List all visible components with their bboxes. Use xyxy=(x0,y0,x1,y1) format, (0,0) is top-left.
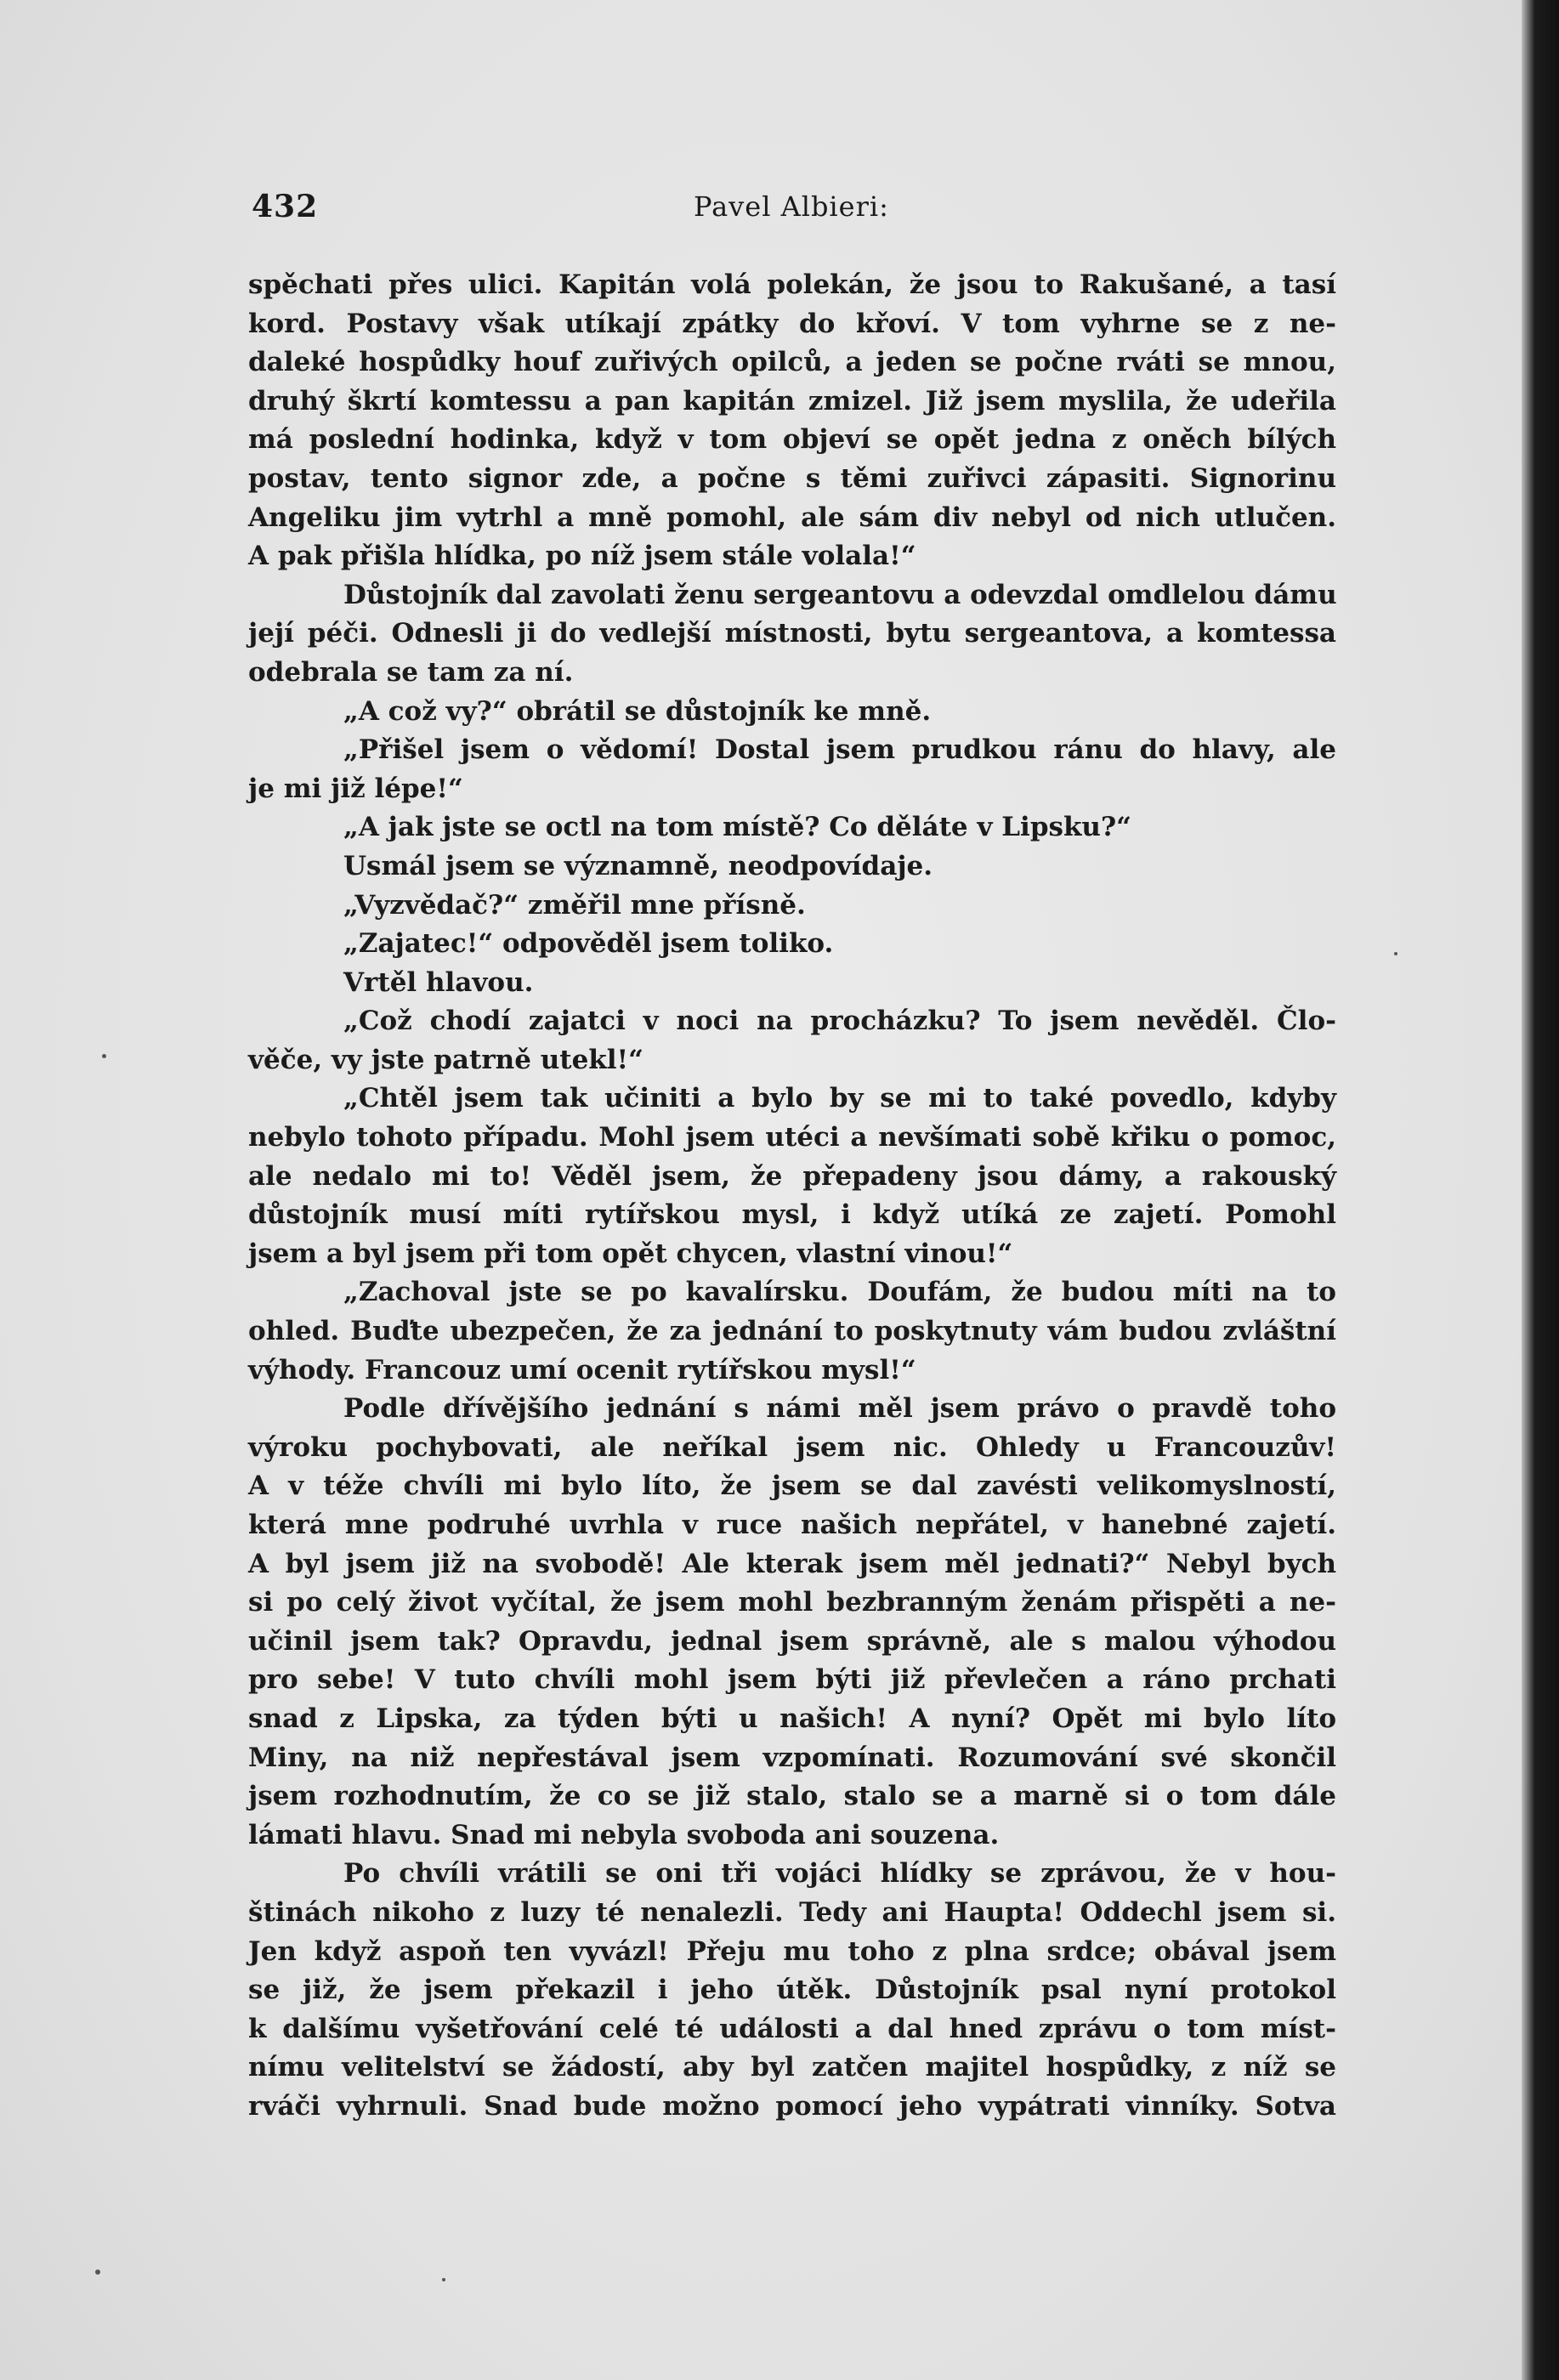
text-line: kord. Postavy však utíkají zpátky do křoví. V tom vyhrne se z ne- xyxy=(248,308,1336,339)
text-line: štinách nikoho z luzy té nenalezli. Tedy ani Haupta! Oddechl jsem si. xyxy=(248,1896,1336,1928)
text-line: Po chvíli vrátili se oni tři vojáci hlídky se zprávou, že v hou- xyxy=(343,1858,1336,1890)
text-line: Podle dřívějšího jednání s námi měl jsem právo o pravdě toho xyxy=(343,1393,1336,1425)
text-line: ale nedalo mi to! Věděl jsem, že přepadeny jsou dámy, a rakouský xyxy=(248,1160,1336,1192)
body-text xyxy=(248,266,1336,2127)
text-line: nebylo tohoto případu. Mohl jsem utéci a nevšímati sobě křiku o pomoc, xyxy=(248,1122,1336,1153)
text-line: odebrala se tam za ní. xyxy=(248,656,574,688)
text-line: „Což chodí zajatci v noci na procházku? To jsem nevěděl. Člo- xyxy=(343,1006,1336,1037)
text-line: pro sebe! V tuto chvíli mohl jsem býti již převlečen a ráno prchati xyxy=(248,1664,1336,1696)
text-line: ohled. Buďte ubezpečen, že za jednání to poskytnuty vám budou zvláštní xyxy=(248,1316,1336,1347)
text-line: lámati hlavu. Snad mi nebyla svoboda ani souzena. xyxy=(248,1819,1000,1850)
paper-speck xyxy=(102,1054,106,1058)
page-number: 432 xyxy=(252,189,319,224)
text-line: výhody. Francouz umí ocenit rytířskou mysl!“ xyxy=(248,1354,916,1386)
text-line: Miny, na niž nepřestával jsem vzpomínati. Rozumování své skončil xyxy=(248,1742,1336,1773)
text-line: rváči vyhrnuli. Snad bude možno pomocí jeho vypátrati vinníky. Sotva xyxy=(248,2090,1336,2122)
text-line: která mne podruhé uvrhla v ruce našich nepřátel, v hanebné zajetí. xyxy=(248,1510,1336,1540)
text-line: „Vyzvědač?“ změřil mne přísně. xyxy=(343,889,806,921)
text-line: k dalšímu vyšetřování celé té události a dal hned zprávu o tom míst- xyxy=(248,2013,1336,2044)
text-line: spěchati přes ulici. Kapitán volá polekán, že jsou to Rakušané, a tasí xyxy=(248,269,1336,300)
text-line: A pak přišla hlídka, po níž jsem stále volala!“ xyxy=(248,541,916,572)
text-line: „Zajatec!“ odpověděl jsem toliko. xyxy=(343,928,834,960)
text-line: druhý škrtí komtessu a pan kapitán zmizel. Již jsem myslila, že udeřila xyxy=(248,385,1336,416)
text-line: má poslední hodinka, když v tom objeví se opět jedna z oněch bílých xyxy=(248,424,1336,456)
text-line: Angeliku jim vytrhl a mně pomohl, ale sám div nebyl od nich utlučen. xyxy=(248,502,1336,533)
text-line: Důstojník dal zavolati ženu sergeantovu a odevzdal omdlelou dámu xyxy=(343,579,1337,610)
text-line: „A což vy?“ obrátil se důstojník ke mně. xyxy=(343,695,932,727)
text-line: Usmál jsem se významně, neodpovídaje. xyxy=(343,850,933,881)
text-line: věče, vy jste patrně utekl!“ xyxy=(248,1044,643,1075)
text-line: si po celý život vyčítal, že jsem mohl bezbranným ženám přispěti a ne- xyxy=(248,1587,1336,1618)
paper-speck xyxy=(442,2278,445,2281)
text-line: učinil jsem tak? Opravdu, jednal jsem správně, ale s malou výhodou xyxy=(248,1625,1336,1657)
text-line: postav, tento signor zde, a počne s těmi zuřivci zápasiti. Signorinu xyxy=(248,462,1336,494)
text-line: důstojník musí míti rytířskou mysl, i když utíká ze zajetí. Pomohl xyxy=(248,1199,1336,1231)
text-line: její péči. Odnesli ji do vedlejší místnosti, bytu sergeantova, a komtessa xyxy=(248,618,1336,649)
paper-speck xyxy=(95,2270,100,2275)
book-binding-edge xyxy=(1522,0,1559,2380)
text-line: nímu velitelství se žádostí, aby byl zatčen majitel hospůdky, z níž se xyxy=(248,2052,1336,2083)
text-line: snad z Lipska, za týden býti u našich! A nyní? Opět mi bylo líto xyxy=(248,1703,1336,1734)
running-title: Pavel Albieri: xyxy=(694,190,889,223)
text-line: jsem a byl jsem při tom opět chycen, vlastní vinou!“ xyxy=(248,1238,1013,1269)
text-line: A byl jsem již na svobodě! Ale kterak jsem měl jednati?“ Nebyl bych xyxy=(248,1548,1336,1579)
text-line: „A jak jste se octl na tom místě? Co děláte v Lipsku?“ xyxy=(343,812,1131,843)
text-line: je mi již lépe!“ xyxy=(248,773,463,804)
text-line: „Zachoval jste se po kavalírsku. Doufám, že budou míti na to xyxy=(343,1277,1336,1308)
text-line: A v téže chvíli mi bylo líto, že jsem se dal zavésti velikomyslností, xyxy=(248,1470,1336,1502)
running-head xyxy=(252,189,1340,240)
text-line: výroku pochybovati, ale neříkal jsem nic. Ohledy u Francouzův! xyxy=(248,1431,1336,1463)
text-line: daleké hospůdky houf zuřivých opilců, a jeden se počne rváti se mnou, xyxy=(248,347,1336,378)
text-line: „Přišel jsem o vědomí! Dostal jsem prudkou ránu do hlavy, ale xyxy=(343,734,1336,766)
paper-speck xyxy=(1394,952,1397,955)
text-line: Jen když aspoň ten vyvázl! Přeju mu toho z plna srdce; obával jsem xyxy=(248,1935,1336,1967)
text-line: „Chtěl jsem tak učiniti a bylo by se mi to také povedlo, kdyby xyxy=(343,1083,1336,1114)
text-line: se již, že jsem překazil i jeho útěk. Důstojník psal nyní protokol xyxy=(248,1975,1336,2006)
text-line: jsem rozhodnutím, že co se již stalo, stalo se a marně si o tom dále xyxy=(248,1781,1336,1812)
text-line: Vrtěl hlavou. xyxy=(343,966,534,998)
